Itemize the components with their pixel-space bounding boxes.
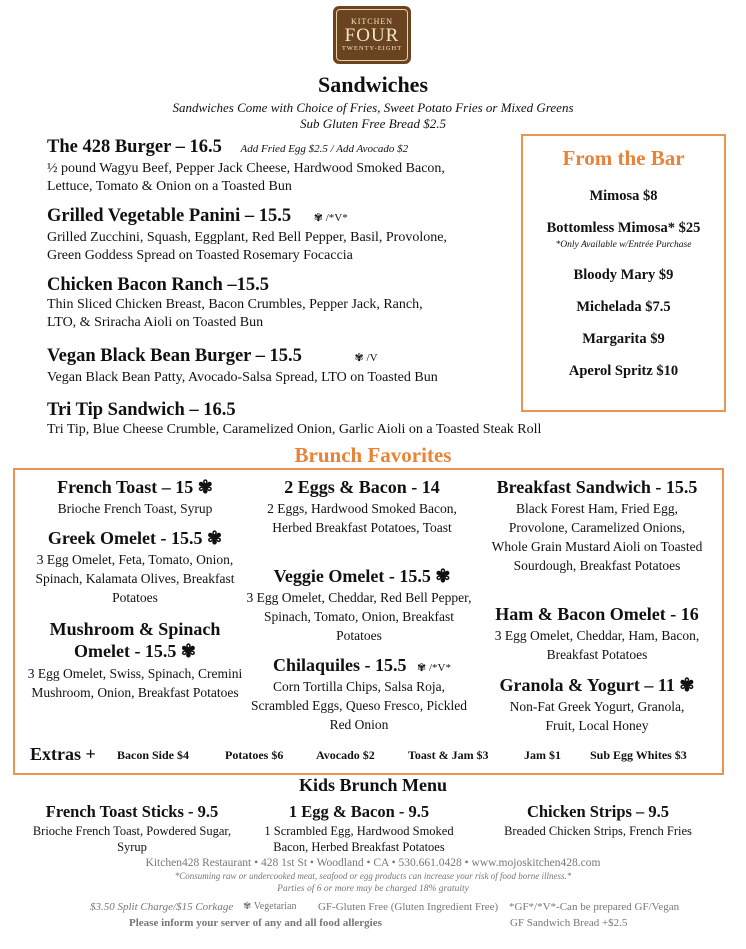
sandwiches-heading: Sandwiches — [317, 72, 429, 97]
brunch-item-greek-omelet-name: Greek Omelet - 15.5 ✾ — [47, 528, 223, 548]
brunch-item-greek-omelet-desc: 3 Egg Omelet, Feta, Tomato, Onion, Spinach, Kalamata Olives, Breakfast Potatoes — [35, 552, 235, 605]
brunch-heading: Brunch Favorites — [294, 443, 452, 467]
extra-item: Bacon Side $4 — [117, 748, 190, 762]
vegetarian-tag: ✾ /*V* — [417, 662, 451, 674]
item-addon-note: Add Fried Egg $2.5 / Add Avocado $2 — [240, 143, 409, 155]
kids-item-chicken-strips-desc: Breaded Chicken Strips, French Fries — [504, 824, 692, 838]
kids-menu-heading: Kids Brunch Menu — [298, 775, 448, 795]
brunch-item-eggs-bacon-name: 2 Eggs & Bacon - 14 — [284, 477, 440, 497]
item-name: Grilled Vegetable Panini – 15.5 — [47, 206, 292, 226]
kids-item-french-toast-sticks-desc: Brioche French Toast, Powdered Sugar, Syrup — [32, 824, 232, 854]
kids-item-egg-bacon-name: 1 Egg & Bacon - 9.5 — [288, 802, 430, 821]
brunch-item-breakfast-sandwich-desc: Black Forest Ham, Fried Egg, Provolone, Caramelized Onions, Whole Grain Mustard Aioli on Toasted Sourdough, Breakfast Potatoes — [491, 501, 703, 573]
brunch-item-granola-yogurt-name: Granola & Yogurt – 11 ✾ — [499, 675, 695, 695]
bar-item-margarita: Margarita $9 — [582, 331, 665, 347]
brunch-item-french-toast-desc: Brioche French Toast, Syrup — [57, 501, 213, 516]
item-name: Vegan Black Bean Burger – 15.5 — [47, 346, 302, 366]
item-description: LTO, & Sriracha Aioli on Toasted Bun — [47, 315, 264, 330]
bar-item-bottomless-mimosa: Bottomless Mimosa* $25 — [546, 220, 701, 236]
bar-heading: From the Bar — [562, 146, 685, 170]
bar-menu-box — [521, 134, 726, 412]
footer-gratuity-note: Parties of 6 or more may be charged 18% gratuity — [277, 884, 469, 894]
brunch-item-eggs-bacon-desc: 2 Eggs, Hardwood Smoked Bacon, Herbed Breakfast Potatoes, Toast — [267, 501, 457, 535]
logo-line-four: FOUR — [344, 25, 400, 46]
item-description: Tri Tip, Blue Cheese Crumble, Caramelized Onion, Garlic Aioli on a Toasted Steak Roll — [47, 422, 542, 437]
footer-allergy-note: Please inform your server of any and all food allergies — [129, 917, 382, 929]
footer-address: Kitchen428 Restaurant • 428 1st St • Woodland • CA • 530.661.0428 • www.mojoskitchen428.com — [145, 857, 601, 869]
kids-item-egg-bacon-desc: 1 Scrambled Egg, Hardwood Smoked Bacon, Herbed Breakfast Potatoes — [264, 824, 454, 854]
kids-item-french-toast-sticks-name: French Toast Sticks - 9.5 — [45, 802, 219, 821]
bar-item-aperol-spritz: Aperol Spritz $10 — [568, 363, 679, 379]
menu-item-vegan-black-bean-burger — [47, 346, 438, 387]
brunch-item-ham-bacon-omelet-desc: 3 Egg Omelet, Cheddar, Ham, Bacon, Breakfast Potatoes — [494, 628, 700, 662]
footer-gf-vegan-legend: *GF*/*V*-Can be prepared GF/Vegan — [509, 901, 680, 913]
logo-line-kitchen: KITCHEN — [350, 17, 394, 26]
bar-item-mimosa: Mimosa $8 — [589, 188, 658, 204]
item-description: Thin Sliced Chicken Breast, Bacon Crumbles, Pepper Jack, Ranch, — [47, 297, 423, 312]
menu-item-tri-tip-sandwich — [47, 400, 541, 439]
brunch-item-ham-bacon-omelet-name: Ham & Bacon Omelet - 16 — [495, 604, 699, 624]
restaurant-logo — [333, 6, 411, 64]
brunch-item-breakfast-sandwich-name: Breakfast Sandwich - 15.5 — [496, 477, 698, 497]
bar-item-note: *Only Available w/Entrée Purchase — [555, 240, 692, 250]
menu-item-grilled-vegetable-panini — [47, 206, 447, 265]
brunch-item-veggie-omelet-desc: 3 Egg Omelet, Cheddar, Red Bell Pepper, Spinach, Tomato, Onion, Breakfast Potatoes — [246, 590, 472, 643]
item-description: ½ pound Wagyu Beef, Pepper Jack Cheese, Hardwood Smoked Bacon, — [47, 161, 445, 176]
brunch-item-mushroom-omelet-desc: 3 Egg Omelet, Swiss, Spinach, Cremini Mushroom, Onion, Breakfast Potatoes — [27, 666, 243, 700]
brunch-item-french-toast-name: French Toast – 15 ✾ — [57, 477, 213, 497]
item-description: Lettuce, Tomato & Onion on a Toasted Bun — [47, 179, 292, 194]
extra-item: Toast & Jam $3 — [408, 748, 489, 762]
item-name: Tri Tip Sandwich – 16.5 — [47, 400, 236, 420]
brunch-item-veggie-omelet-name: Veggie Omelet - 15.5 ✾ — [273, 566, 451, 586]
sandwiches-gf-note: Sub Gluten Free Bread $2.5 — [300, 116, 446, 131]
extra-item: Potatoes $6 — [225, 748, 284, 762]
kids-item-chicken-strips-name: Chicken Strips – 9.5 — [526, 802, 670, 821]
extra-item: Sub Egg Whites $3 — [590, 748, 687, 762]
extras-label: Extras + — [30, 744, 96, 764]
brunch-item-chilaquiles-name — [244, 655, 480, 679]
item-name: Chilaquiles - 15.5 — [273, 655, 407, 675]
menu-item-428-burger — [47, 137, 445, 196]
item-description: Grilled Zucchini, Squash, Eggplant, Red Bell Pepper, Basil, Provolone, — [47, 230, 447, 245]
brunch-item-mushroom-omelet-name: Mushroom & Spinach — [49, 619, 221, 639]
item-name: Chicken Bacon Ranch –15.5 — [47, 275, 270, 295]
brunch-item-mushroom-omelet-price: Omelet - 15.5 ✾ — [73, 641, 197, 661]
vegetarian-tag: ✾ /*V* — [313, 212, 348, 224]
item-description: Green Goddess Spread on Toasted Rosemary Focaccia — [47, 248, 353, 263]
footer-gf-legend: GF-Gluten Free (Gluten Ingredient Free) — [318, 901, 499, 913]
footer-split-charge: $3.50 Split Charge/$15 Corkage — [90, 901, 234, 913]
logo-frame — [336, 9, 408, 61]
logo-line-twenty-eight: TWENTY-EIGHT — [341, 45, 403, 52]
item-name: The 428 Burger – 16.5 — [47, 137, 222, 157]
bar-item-michelada: Michelada $7.5 — [576, 299, 671, 315]
extra-item: Avocado $2 — [316, 748, 375, 762]
brunch-item-granola-yogurt-desc: Non-Fat Greek Yogurt, Granola, Fruit, Local Honey — [509, 699, 685, 733]
sandwiches-subtitle: Sandwiches Come with Choice of Fries, Sweet Potato Fries or Mixed Greens — [172, 100, 574, 115]
footer-food-warning: *Consuming raw or undercooked meat, seafood or egg products can increase your risk of food borne illness.* — [174, 871, 572, 881]
footer-vegetarian-legend: ✾ Vegetarian — [243, 901, 297, 912]
vegetarian-tag: ✾ /V — [354, 352, 378, 364]
brunch-item-chilaquiles-desc: Corn Tortilla Chips, Salsa Roja, Scrambled Eggs, Queso Fresco, Pickled Red Onion — [251, 679, 467, 732]
item-description: Vegan Black Bean Patty, Avocado-Salsa Spread, LTO on Toasted Bun — [47, 370, 438, 385]
bar-item-bloody-mary: Bloody Mary $9 — [573, 267, 674, 283]
menu-item-chicken-bacon-ranch — [47, 275, 423, 332]
extra-item: Jam $1 — [524, 748, 561, 762]
footer-gf-bread-price: GF Sandwich Bread +$2.5 — [510, 917, 628, 929]
